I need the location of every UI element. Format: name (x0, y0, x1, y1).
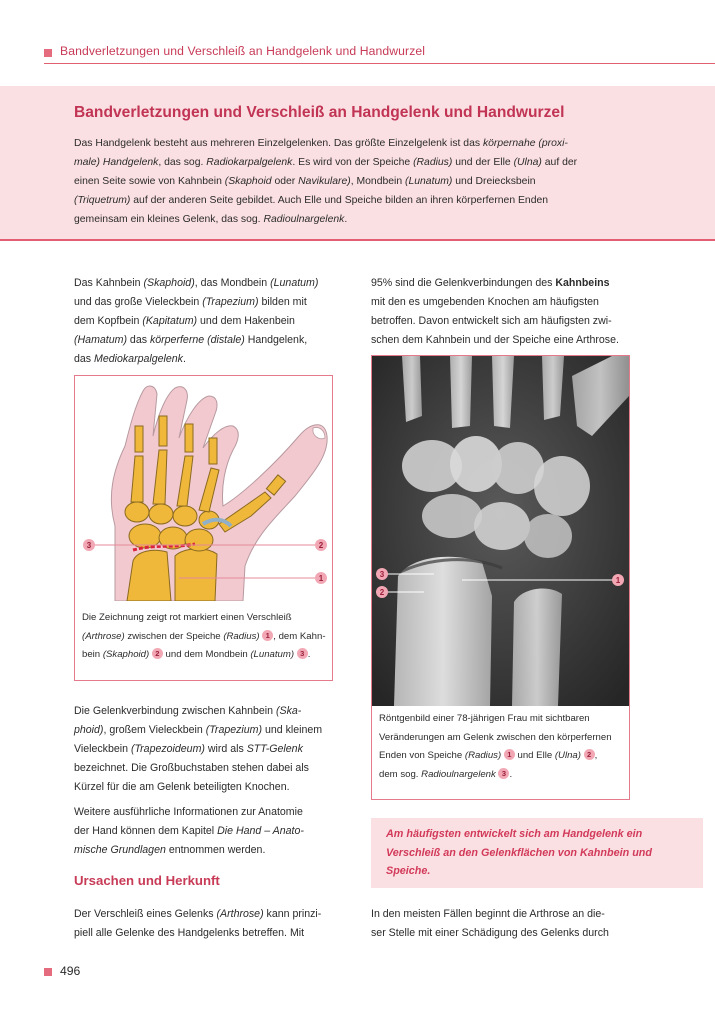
text-line: Kürzel für die am Gelenk beteiligten Knochen. (74, 781, 290, 793)
xray-marker-1-badge: 1 (504, 749, 515, 760)
text-line: bezeichnet. Die Großbuchstaben stehen dabei als (74, 762, 309, 774)
footer-square-icon (44, 968, 52, 976)
hand-illustration (75, 376, 332, 601)
text-line: Das Kahnbein (Skaphoid), das Mondbein (Lunatum) (74, 277, 319, 289)
section-heading: Ursachen und Herkunft (74, 873, 220, 888)
intro-text (74, 134, 684, 229)
xray-marker-3-label: 3 (379, 570, 385, 579)
xray-figure (371, 355, 630, 800)
caption-line: (Arthrose) zwischen der Speiche (Radius) 1 , dem Kahn- (82, 630, 326, 642)
marker-1-label: 1 (318, 574, 324, 583)
page-number-text: 496 (60, 964, 81, 978)
caption-line: dem sog. Radioulnargelenk 3 . (379, 768, 513, 780)
intro-line: Das Handgelenk besteht aus mehreren Einzelgelenken. Das größte Einzelgelenk ist das körpernahe (proxi- (74, 138, 568, 149)
text-line: piell alle Gelenke des Handgelenks betreffen. Mit (74, 927, 305, 939)
callout-line: Verschleiß an den Gelenkflächen von Kahnbein und (386, 846, 652, 859)
left-para-1 (74, 274, 336, 369)
running-header (44, 44, 715, 64)
text-line: Die Gelenkverbindung zwischen Kahnbein (Ska- (74, 705, 302, 717)
marker-1-badge: 1 (262, 630, 273, 641)
intro-title: Bandverletzungen und Verschleiß an Handgelenk und Handwurzel (74, 104, 565, 121)
marker-3-label: 3 (86, 541, 92, 550)
text-line: ser Stelle mit einer Schädigung des Gelenks durch (371, 927, 609, 939)
caption-line: Enden von Speiche (Radius) 1 und Elle (Ulna) 2 , (379, 750, 598, 761)
xray-marker-2-badge: 2 (584, 749, 595, 760)
text-line: der Hand können dem Kapitel Die Hand – Anato- (74, 825, 304, 837)
right-para-1 (371, 274, 633, 350)
marker-3-badge: 3 (297, 648, 308, 659)
header-square-icon (44, 49, 52, 57)
caption-line: Veränderungen am Gelenk zwischen den körperfernen (379, 731, 612, 743)
hand-figure-caption (82, 609, 328, 665)
text-line: 95% sind die Gelenkverbindungen des Kahnbeins (371, 277, 610, 289)
hand-drawing-figure (74, 375, 333, 681)
text-line: betroffen. Davon entwickelt sich am häufigsten zwi- (371, 315, 612, 327)
left-para-2 (74, 702, 336, 797)
intro-line: einen Seite sowie von Kahnbein (Skaphoid oder Navikulare), Mondbein (Lunatum) und Dreiecksbein (74, 176, 536, 187)
text-line: Der Verschleiß eines Gelenks (Arthrose) kann prinzi- (74, 908, 322, 920)
xray-marker-3-badge: 3 (498, 768, 509, 779)
xray-marker-1-label: 1 (615, 576, 621, 585)
text-line: Weitere ausführliche Informationen zur Anatomie (74, 806, 303, 818)
text-line: Vieleckbein (Trapezoideum) wird als STT-Gelenk (74, 743, 303, 755)
left-para-3 (74, 803, 336, 860)
right-para-2 (371, 905, 633, 943)
intro-line: gemeinsam ein kleines Gelenk, das sog. Radioulnargelenk. (74, 214, 348, 225)
callout-line: Am häufigsten entwickelt sich am Handgelenk ein (386, 828, 643, 840)
text-line: und das große Vieleckbein (Trapezium) bilden mit (74, 296, 307, 308)
marker-2-label: 2 (318, 541, 324, 550)
callout-text (386, 825, 686, 881)
callout-line: Speiche. (386, 865, 431, 877)
text-line: In den meisten Fällen beginnt die Arthrose an die- (371, 908, 605, 920)
text-line: (Hamatum) das körperferne (distale) Handgelenk, (74, 334, 308, 346)
text-line: schen dem Kahnbein und der Speiche eine Arthrose. (371, 334, 619, 346)
caption-line: Die Zeichnung zeigt rot markiert einen Verschleiß (82, 612, 292, 623)
running-header-title: Bandverletzungen und Verschleiß an Handgelenk und Handwurzel (60, 44, 426, 58)
xray-marker-2-label: 2 (379, 588, 385, 597)
text-line: mit den es umgebenden Knochen am häufigsten (371, 296, 599, 308)
caption-line: bein (Skaphoid) 2 und dem Mondbein (Lunatum) 3 . (82, 649, 311, 660)
intro-line: (Triquetrum) auf der anderen Seite gebildet. Auch Elle und Speiche bilden an ihren körperfernen Enden (74, 195, 549, 206)
intro-line: male) Handgelenk, das sog. Radiokarpalgelenk. Es wird von der Speiche (Radius) und der Elle (Ulna) auf der (74, 157, 578, 168)
text-line: das Mediokarpalgelenk. (74, 353, 186, 365)
xray-image (372, 356, 629, 706)
text-line: mische Grundlagen entnommen werden. (74, 844, 266, 856)
text-line: phoid), großem Vieleckbein (Trapezium) und kleinem (74, 724, 323, 736)
xray-caption (379, 710, 625, 784)
marker-2-badge: 2 (152, 648, 163, 659)
caption-line: Röntgenbild einer 78-jährigen Frau mit sichtbaren (379, 713, 590, 724)
text-line: dem Kopfbein (Kapitatum) und dem Hakenbein (74, 315, 295, 327)
left-para-4 (74, 905, 336, 943)
